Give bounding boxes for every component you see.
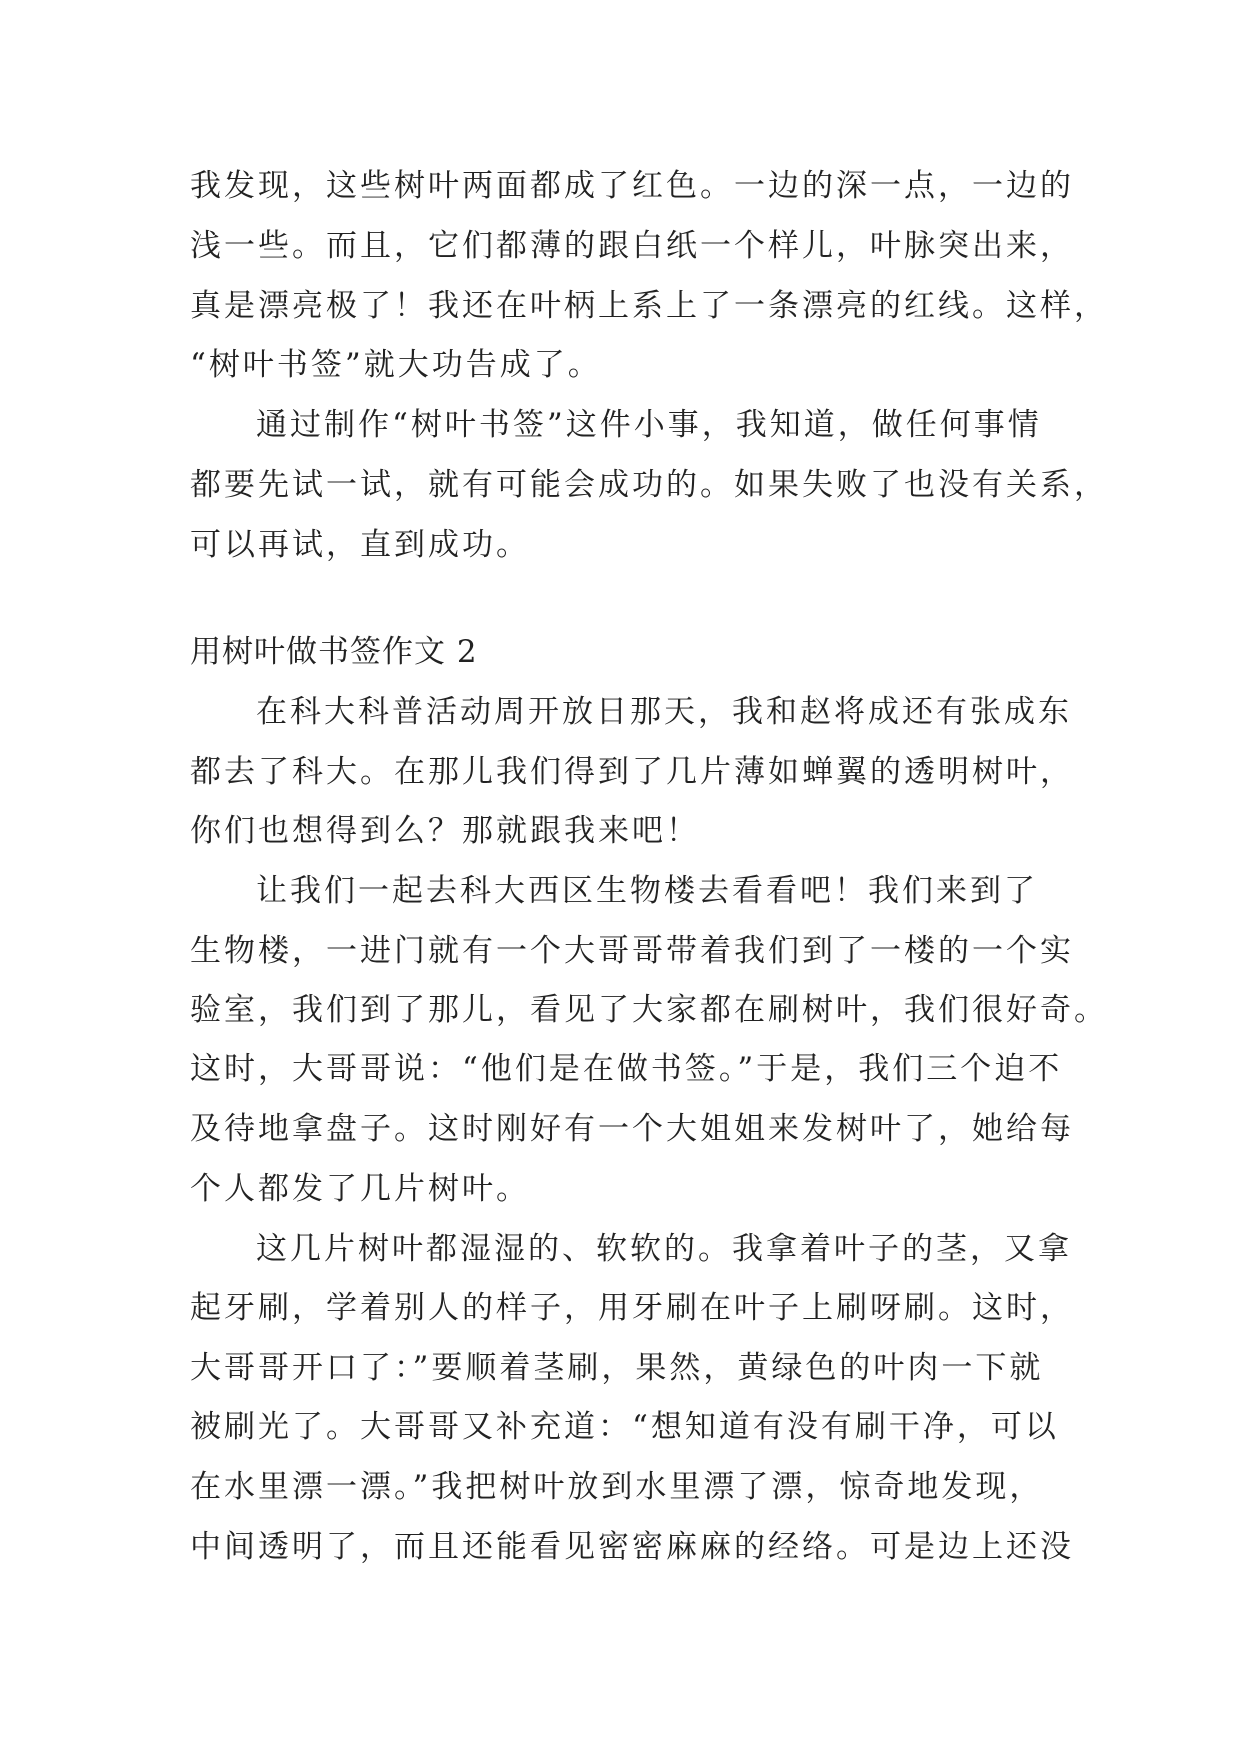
text-line: 你们也想得到么？那就跟我来吧！ <box>190 813 700 849</box>
text-line: “树叶书签”就大功告成了。 <box>190 347 602 383</box>
text-line: 这时，大哥哥说：“他们是在做书签。”于是，我们三个迫不 <box>190 1051 1063 1087</box>
text-line: 可以再试，直到成功。 <box>190 527 530 563</box>
text-line: 大哥哥开口了：”要顺着茎刷，果然，黄绿色的叶肉一下就 <box>190 1350 1044 1386</box>
text-line: 验室，我们到了那儿，看见了大家都在刷树叶，我们很好奇。 <box>190 992 1108 1028</box>
text-line: 都去了科大。在那儿我们得到了几片薄如蝉翼的透明树叶， <box>190 754 1074 790</box>
text-line: 通过制作“树叶书签”这件小事，我知道，做任何事情 <box>256 407 1042 443</box>
text-line: 让我们一起去科大西区生物楼去看看吧！我们来到了 <box>256 873 1038 909</box>
text-line: 在科大科普活动周开放日那天，我和赵将成还有张成东 <box>256 694 1072 730</box>
text-line: 个人都发了几片树叶。 <box>190 1171 530 1207</box>
text-line: 真是漂亮极了！我还在叶柄上系上了一条漂亮的红线。这样， <box>190 288 1108 324</box>
text-line: 在水里漂一漂。”我把树叶放到水里漂了漂，惊奇地发现， <box>190 1469 1044 1505</box>
text-line: 起牙刷，学着别人的样子，用牙刷在叶子上刷呀刷。这时， <box>190 1290 1074 1326</box>
text-line: 生物楼，一进门就有一个大哥哥带着我们到了一楼的一个实 <box>190 933 1074 969</box>
text-line: 我发现，这些树叶两面都成了红色。一边的深一点，一边的 <box>190 168 1074 204</box>
section-title: 用树叶做书签作文 2 <box>190 634 478 670</box>
text-line: 都要先试一试，就有可能会成功的。如果失败了也没有关系， <box>190 467 1108 503</box>
text-line: 这几片树叶都湿湿的、软软的。我拿着叶子的茎，又拿 <box>256 1231 1072 1267</box>
text-line: 及待地拿盘子。这时刚好有一个大姐姐来发树叶了，她给每 <box>190 1111 1074 1147</box>
text-line: 浅一些。而且，它们都薄的跟白纸一个样儿，叶脉突出来， <box>190 228 1074 264</box>
text-line: 中间透明了，而且还能看见密密麻麻的经络。可是边上还没 <box>190 1529 1074 1565</box>
text-line: 被刷光了。大哥哥又补充道：“想知道有没有刷干净，可以 <box>190 1409 1059 1445</box>
